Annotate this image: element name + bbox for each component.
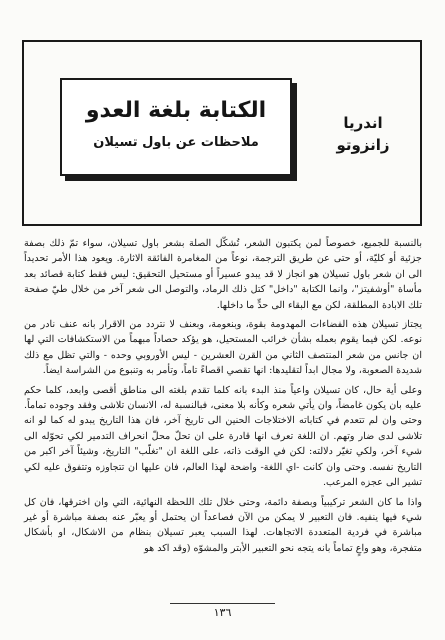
author-last-name: زانزوتو <box>336 136 390 154</box>
paragraph: وعلى أية حال، كان تسيلان واعياً منذ البدء بانه كلما تقدم بلغته الى مناطق أقصى وابعد، كلما حكم عليه بان يكون غامضاً، وان يأتي شعره وكأنه بلا معنى، فبالنسبة له، الانسان تلاشى وفقد وجوده تماماً. وحتى وان لم تتعدم في كتاباته الاختلاجات الحنين الى تاريخ آخر، فان هذا التاريخ يبدو له كما لو انه تلاشى لدى ضار وتهم. ان اللغة تعرف انها قادرة على ان تحلّ محلّ انحراف التدمير لكي تحوّله الى شيء آخر، ولكي تغيّر دلالته: لكن في الوقت ذاته، على اللغة ان "تغلّب" التاريخ، وشيئاً آخر اكبر من التاريخ نفسه. وحتى وان كانت -اي اللغة- واضحة لهذا العالم، فان عليها ان تتجاوزه وتتفوق عليه لكي تشير الى عجزه المرعب. <box>24 384 422 489</box>
article-body <box>24 236 422 560</box>
footer-rule <box>170 603 275 604</box>
author-name <box>318 112 408 156</box>
chapter-title: الكتابة بلغة العدو <box>85 98 267 123</box>
paragraph: بالنسبة للجميع، خصوصاً لمن يكتبون الشعر، تُشكّل الصلة بشعر باول تسيلان، سواء تمّ ذلك بصفة جزئية أو كليّة، أو حتى عن طريق الترجمة، نوعاً من المغامرة الفائقة الاثارة. ويعود هذا الأمر تحديداً الى ان شعر باول تسيلان هو انجاز لا قد يبدو عسيراً أو مستحيل التحقيق: ليس فقط كتابة قصائد بعد مأساة "أوشفيتز"، وانما الكتابة "داخل" كتل ذلك الرماد، والتوصل الى شعر آخر من خلال طيّ صفحة تلك الابادة المطلقة، لكن مع البقاء الى حدٍّ ما داخلها. <box>24 238 422 311</box>
page-number: ١٣٦ <box>213 606 232 619</box>
author-first-name: اندريا <box>343 114 383 132</box>
paragraph: واذا ما كان الشعر تركيبياً وبصفة دائمة، وحتى خلال تلك اللحظة النهائية، التي وان اخترقها، فان كل شيء فيها ينفيه. فان التعبير لا يمكن من الآن فصاعداً ان يحتمل أو يعبّر عنه بصفة مباشرة أو غير مباشرة في فردية المتعددة الاتجاهات. لهذا السبب يعبر تسيلان بنظام من الاشكال، او بأشكال متفجرة، وهو واعٍ تماماً بانه يتجه نحو التعبير الأبتر والمشوّه (وقد اكد هو <box>24 496 422 554</box>
paragraph: يجتاز تسيلان هذه الفضاءات المهدومة بقوة، وبنعومة، وبعنف لا نتردد من الاقرار بانه عنف نادر من نوعه. لكن فيما يقوم بعمله بشأن خرائب المستحيل، هو يؤكد حصاداً مبهماً من الاستكشافات التي لها ان جانس من شعر المنتصف الثاني من القرن العشرين - ليس الأوروبي وحده - والتي تظل مع ذلك شديدة الصعوبة، ولا مجال ابداً لتقليدها: انها تقصي اقصاءً تاماً، وتأمر به وتنبوع من الشراسة ايضاً. <box>24 319 422 377</box>
chapter-title-box <box>60 78 292 176</box>
chapter-subtitle: ملاحظات عن باول تسيلان <box>93 135 259 150</box>
